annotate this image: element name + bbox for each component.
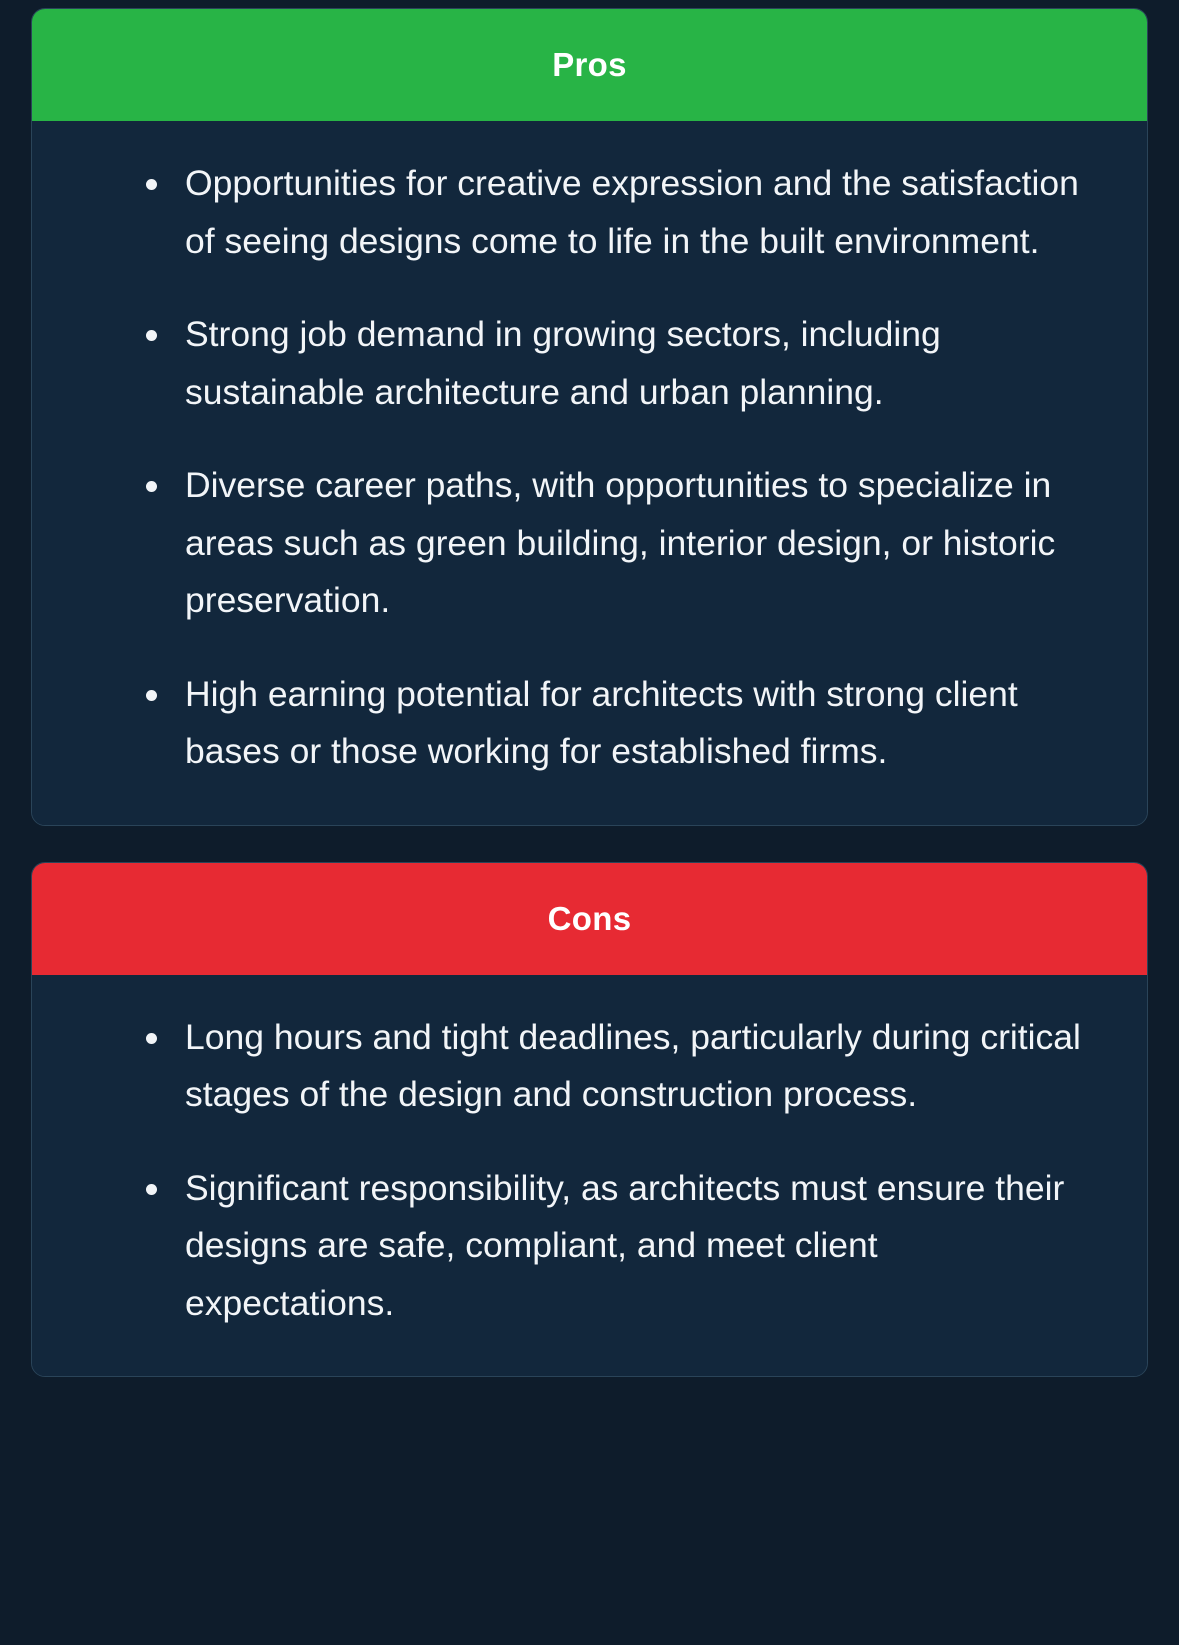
cons-card-header bbox=[32, 863, 1147, 975]
bullet-icon bbox=[146, 1033, 157, 1044]
list-item-text: High earning potential for architects with strong client bases or those working for established firms. bbox=[185, 673, 1018, 771]
list-item bbox=[58, 1160, 1121, 1333]
list-item bbox=[58, 457, 1121, 630]
pros-list bbox=[58, 155, 1121, 781]
list-item-text: Long hours and tight deadlines, particularly during critical stages of the design and construction process. bbox=[185, 1016, 1081, 1114]
pros-card-body bbox=[32, 121, 1147, 825]
bullet-icon bbox=[146, 1184, 157, 1195]
cons-card-title: Cons bbox=[547, 899, 632, 937]
list-item-text: Diverse career paths, with opportunities to specialize in areas such as green building, interior design, or historic preservation. bbox=[185, 465, 1056, 620]
cons-card-body bbox=[32, 975, 1147, 1377]
list-item bbox=[58, 155, 1121, 270]
bullet-icon bbox=[146, 330, 157, 341]
pros-card-header bbox=[32, 9, 1147, 121]
list-item-text: Significant responsibility, as architects must ensure their designs are safe, compliant, and meet client expectations. bbox=[185, 1167, 1065, 1323]
pros-card bbox=[31, 8, 1148, 826]
list-item-text: Strong job demand in growing sectors, including sustainable architecture and urban planning. bbox=[185, 314, 941, 412]
cons-card bbox=[31, 862, 1148, 1378]
bullet-icon bbox=[146, 481, 157, 492]
pros-card-title: Pros bbox=[552, 46, 627, 83]
list-item-text: Opportunities for creative expression and the satisfaction of seeing designs come to life in the built environment. bbox=[185, 163, 1079, 261]
list-item bbox=[58, 1009, 1121, 1124]
bullet-icon bbox=[146, 690, 157, 701]
bullet-icon bbox=[146, 179, 157, 190]
list-item bbox=[58, 306, 1121, 421]
list-item bbox=[58, 666, 1121, 781]
cons-list bbox=[58, 1009, 1121, 1333]
